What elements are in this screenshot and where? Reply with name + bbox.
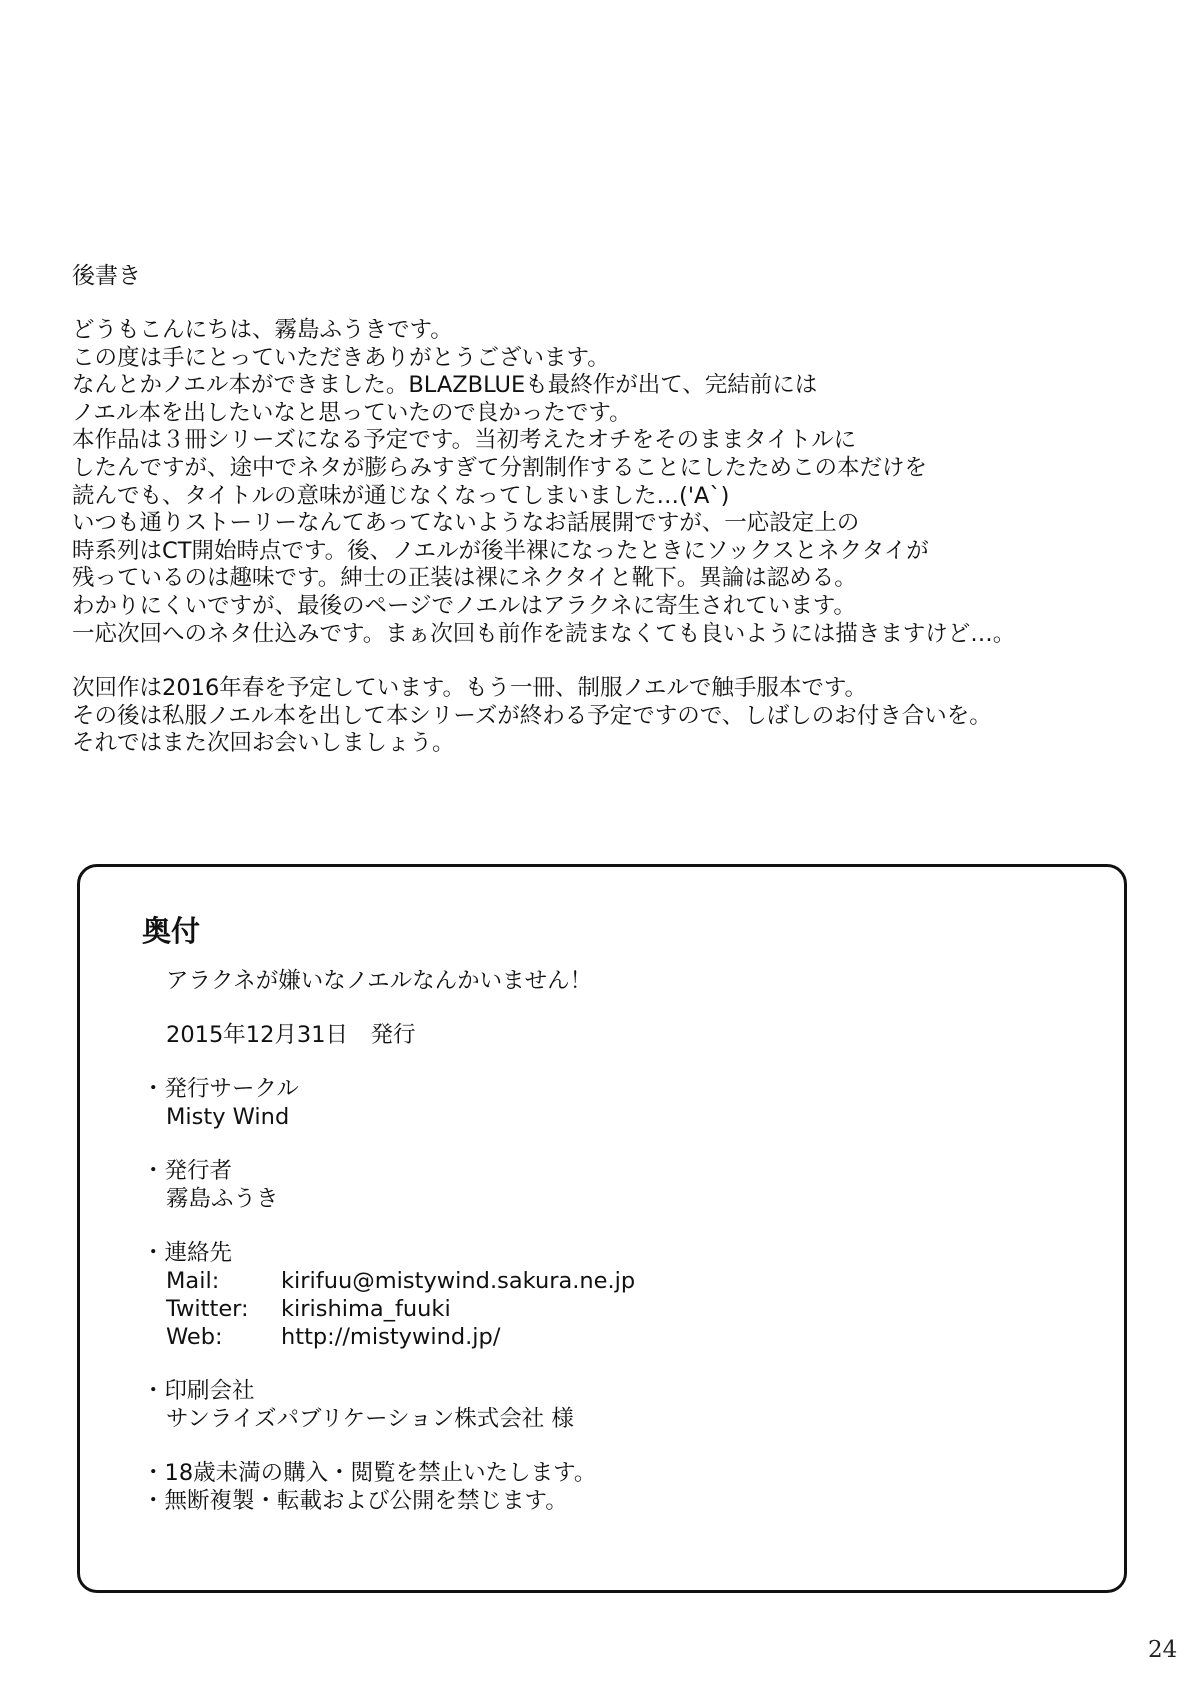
afterword-line: この度は手にとっていただきありがとうございます。 (72, 344, 610, 371)
afterword-line: 残っているのは趣味です。紳士の正装は裸にネクタイと靴下。異論は認める。 (72, 565, 857, 592)
contact-twitter-value: kirishima_fuuki (281, 1296, 451, 1322)
notice-age: ・18歳未満の購入・閲覧を禁止いたします。 (142, 1460, 597, 1486)
publisher-label: ・発行者 (142, 1158, 233, 1184)
printer-label: ・印刷会社 (142, 1378, 255, 1404)
publish-date: 2015年12月31日 発行 (166, 1022, 416, 1048)
afterword-line: 一応次回へのネタ仕込みです。まぁ次回も前作を読まなくても良いようには描きますけど…。 (72, 620, 1016, 647)
afterword-line: 本作品は３冊シリーズになる予定です。当初考えたオチをそのままタイトルに (72, 427, 857, 454)
afterword-section (72, 262, 1132, 758)
afterword-line: わかりにくいですが、最後のページでノエルはアラクネに寄生されています。 (72, 592, 856, 619)
contact-row-twitter (142, 1295, 635, 1323)
afterword-paragraph-1 (72, 317, 1132, 648)
page-number: 24 (1148, 1637, 1178, 1663)
contact-web-value: http://mistywind.jp/ (281, 1324, 501, 1350)
contact-key: Twitter: (166, 1296, 249, 1322)
afterword-line: その後は私服ノエル本を出して本シリーズが終わる予定ですので、しばしのお付き合いを。 (72, 702, 992, 729)
afterword-line: ノエル本を出したいなと思っていたので良かったです。 (72, 399, 632, 426)
afterword-line: どうもこんにちは、霧島ふうきです。 (72, 317, 453, 343)
notice-copyright: ・無断複製・転載および公開を禁じます。 (142, 1488, 568, 1514)
colophon-box (77, 864, 1127, 1593)
contact-label: ・連絡先 (142, 1240, 233, 1266)
afterword-line: それではまた次回お会いしましょう。 (72, 730, 455, 757)
afterword-line: なんとかノエル本ができました。BLAZBLUEも最終作が出て、完結前には (72, 372, 818, 399)
contact-key: Mail: (166, 1268, 220, 1294)
contact-key: Web: (166, 1324, 223, 1350)
book-title: アラクネが嫌いなノエルなんかいません！ (166, 968, 593, 994)
afterword-line: いつも通りストーリーなんてあってないようなお話展開ですが、一応設定上の (72, 510, 860, 537)
afterword-title: 後書き (72, 263, 141, 289)
colophon-body (142, 967, 635, 1515)
afterword-line: 読んでも、タイトルの意味が通じなくなってしまいました…('A`) (72, 482, 730, 509)
afterword-line: 次回作は2016年春を予定しています。もう一冊、制服ノエルで触手服本です。 (72, 675, 868, 702)
contact-row-mail (142, 1267, 635, 1295)
circle-label: ・発行サークル (142, 1076, 299, 1102)
afterword-paragraph-2 (72, 675, 1132, 758)
contact-row-web (142, 1323, 635, 1351)
afterword-line: したんですが、途中でネタが膨らみすぎて分割制作することにしたためこの本だけを (72, 454, 928, 481)
contact-mail-value: kirifuu@mistywind.sakura.ne.jp (281, 1268, 636, 1294)
colophon-title: 奥付 (142, 914, 201, 948)
printer-name: サンライズパブリケーション株式会社 様 (166, 1406, 574, 1432)
publisher-name: 霧島ふうき (166, 1186, 279, 1212)
circle-name: Misty Wind (166, 1104, 290, 1130)
paragraph-gap (72, 648, 1132, 675)
afterword-line: 時系列はCT開始時点です。後、ノエルが後半裸になったときにソックスとネクタイが (72, 537, 929, 564)
